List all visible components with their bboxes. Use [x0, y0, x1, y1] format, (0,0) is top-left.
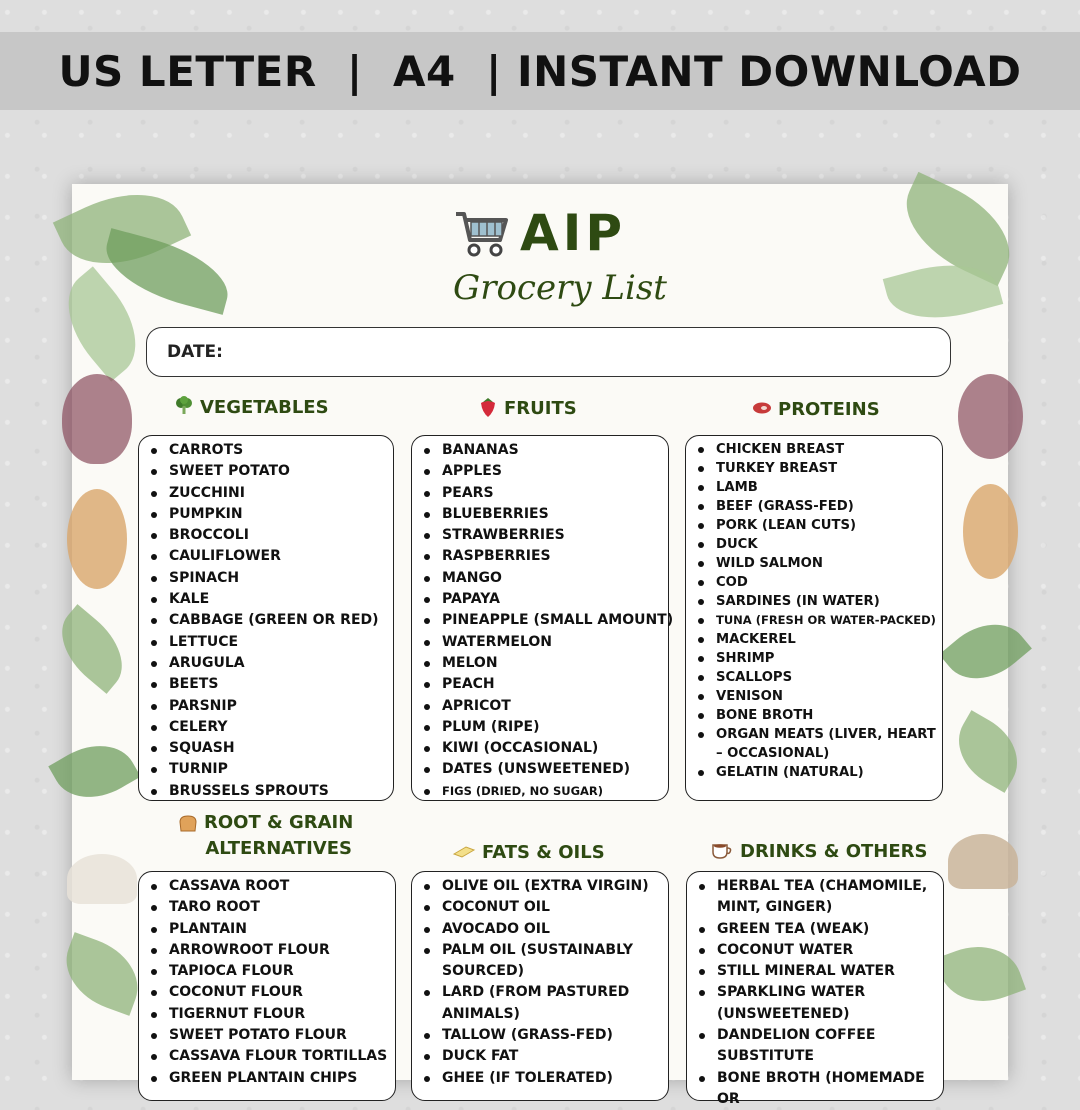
list-item: PEARS — [424, 483, 662, 504]
list-item: PINEAPPLE (SMALL AMOUNT) — [424, 610, 662, 631]
proteins-list — [685, 435, 943, 801]
root-grain-title-line1: ROOT & GRAIN — [204, 812, 354, 833]
list-item: SCALLOPS — [698, 668, 936, 687]
list-item: PUMPKIN — [151, 504, 387, 525]
fruits-list — [411, 435, 674, 801]
list-item: PARSNIP — [151, 696, 387, 717]
leaf-decoration — [48, 729, 140, 814]
vegetables-list — [138, 435, 394, 801]
list-item: HERBAL TEA (CHAMOMILE, MINT, GINGER) — [699, 876, 937, 919]
list-item: SHRIMP — [698, 649, 936, 668]
list-item: DANDELION COFFEE SUBSTITUTE — [699, 1025, 937, 1068]
list-item: SWEET POTATO — [151, 461, 387, 482]
list-item: BEEF (GRASS-FED) — [698, 497, 936, 516]
list-item: DUCK FAT — [424, 1046, 662, 1067]
list-item: BEETS — [151, 674, 387, 695]
list-item: PEACH — [424, 674, 662, 695]
section-title-root-grain — [178, 810, 353, 862]
butter-icon — [452, 844, 476, 861]
list-item: APPLES — [424, 461, 662, 482]
list-item: SARDINES (IN WATER) — [698, 592, 936, 611]
list-item: KIWI (OCCASIONAL) — [424, 738, 662, 759]
list-item: KALE — [151, 589, 387, 610]
strawberry-icon — [478, 396, 498, 421]
list-item: BONE BROTH — [698, 706, 936, 725]
list-item: TUNA (FRESH OR WATER-PACKED) — [698, 611, 936, 630]
list-item: SWEET POTATO FLOUR — [151, 1025, 389, 1046]
meat-icon — [752, 401, 772, 418]
list-item: MANGO — [424, 568, 662, 589]
list-item: MELON — [424, 653, 662, 674]
date-field[interactable] — [146, 327, 951, 377]
list-item: BANANAS — [424, 440, 662, 461]
shopping-cart-icon — [454, 208, 510, 258]
section-title-fruits: FRUITS — [478, 396, 577, 421]
list-item: BONE BROTH (HOMEMADE OR — [699, 1068, 937, 1110]
section-title-proteins: PROTEINS — [752, 399, 880, 420]
list-item: CASSAVA ROOT — [151, 876, 389, 897]
mushroom-decoration — [948, 834, 1018, 889]
list-item: CELERY — [151, 717, 387, 738]
beet-decoration — [62, 374, 132, 464]
section-title-drinks: DRINKS & OTHERS — [710, 840, 927, 863]
list-item: GHEE (IF TOLERATED) — [424, 1068, 662, 1089]
list-item: VENISON — [698, 687, 936, 706]
list-item: COCONUT WATER — [699, 940, 937, 961]
section-title-fats-oils: FATS & OILS — [452, 842, 605, 863]
list-item: ARROWROOT FLOUR — [151, 940, 389, 961]
leaf-decoration — [939, 606, 1032, 696]
list-item: STILL MINERAL WATER — [699, 961, 937, 982]
list-item: MACKEREL — [698, 630, 936, 649]
list-item: TIGERNUT FLOUR — [151, 1004, 389, 1025]
leaf-decoration — [935, 933, 1026, 1015]
banner-text: US LETTER | A4 | INSTANT DOWNLOAD — [58, 46, 1022, 96]
list-item: DATES (UNSWEETENED) — [424, 759, 662, 780]
list-item: LETTUCE — [151, 632, 387, 653]
list-item: AVOCADO OIL — [424, 919, 662, 940]
list-item: PLANTAIN — [151, 919, 389, 940]
list-item: APRICOT — [424, 696, 662, 717]
top-banner — [0, 32, 1080, 110]
list-item: DUCK — [698, 535, 936, 554]
potato-decoration — [963, 484, 1018, 579]
list-item: TARO ROOT — [151, 897, 389, 918]
header — [72, 204, 1008, 308]
drinks-list — [686, 871, 944, 1107]
list-item: SPARKLING WATER (UNSWEETENED) — [699, 982, 937, 1025]
mushroom-decoration — [67, 854, 137, 904]
list-item: PLUM (RIPE) — [424, 717, 662, 738]
leaf-decoration — [54, 932, 150, 1016]
list-item: CAULIFLOWER — [151, 546, 387, 567]
section-title-vegetables: VEGETABLES — [174, 396, 329, 419]
root-grain-list — [138, 871, 396, 1101]
fats-oils-list — [411, 871, 669, 1101]
grocery-list-sheet — [72, 184, 1008, 1107]
list-item: GREEN TEA (WEAK) — [699, 919, 937, 940]
list-item: ORGAN MEATS (LIVER, HEART – OCCASIONAL) — [698, 725, 936, 763]
list-item: SPINACH — [151, 568, 387, 589]
list-item: FIGS (DRIED, NO SUGAR) — [424, 781, 662, 802]
beet-decoration — [958, 374, 1023, 459]
leaf-decoration — [944, 710, 1032, 793]
list-item: CHICKEN BREAST — [698, 440, 936, 459]
list-item: WATERMELON — [424, 632, 662, 653]
list-item: GREEN PLANTAIN CHIPS — [151, 1068, 389, 1089]
list-item: BROCCOLI — [151, 525, 387, 546]
list-item: LAMB — [698, 478, 936, 497]
list-item: SQUASH — [151, 738, 387, 759]
coffee-cup-icon — [710, 840, 734, 863]
list-item: PAPAYA — [424, 589, 662, 610]
list-item: PALM OIL (SUSTAINABLY SOURCED) — [424, 940, 662, 983]
list-item: TALLOW (GRASS-FED) — [424, 1025, 662, 1046]
leaf-decoration — [45, 604, 138, 694]
list-item: RASPBERRIES — [424, 546, 662, 567]
list-item: PORK (LEAN CUTS) — [698, 516, 936, 535]
list-item: ZUCCHINI — [151, 483, 387, 504]
list-item: CASSAVA FLOUR TORTILLAS — [151, 1046, 389, 1067]
page-title: AIP — [520, 204, 626, 262]
list-item: BRUSSELS SPROUTS — [151, 781, 387, 802]
list-item: TURNIP — [151, 759, 387, 780]
list-item: WILD SALMON — [698, 554, 936, 573]
list-item: LARD (FROM PASTURED ANIMALS) — [424, 982, 662, 1025]
page-subtitle: Grocery List — [453, 268, 667, 308]
list-item: TAPIOCA FLOUR — [151, 961, 389, 982]
list-item: TURKEY BREAST — [698, 459, 936, 478]
potato-decoration — [67, 489, 127, 589]
list-item: CABBAGE (GREEN OR RED) — [151, 610, 387, 631]
list-item: COCONUT FLOUR — [151, 982, 389, 1003]
list-item: GELATIN (NATURAL) — [698, 763, 936, 782]
list-item: OLIVE OIL (EXTRA VIRGIN) — [424, 876, 662, 897]
list-item: COCONUT OIL — [424, 897, 662, 918]
list-item: COD — [698, 573, 936, 592]
list-item: CARROTS — [151, 440, 387, 461]
date-label: DATE: — [167, 342, 223, 362]
root-grain-title-line2: ALTERNATIVES — [205, 838, 352, 859]
bread-icon — [178, 814, 198, 835]
list-item: BLUEBERRIES — [424, 504, 662, 525]
broccoli-icon — [174, 396, 194, 419]
list-item: ARUGULA — [151, 653, 387, 674]
list-item: STRAWBERRIES — [424, 525, 662, 546]
